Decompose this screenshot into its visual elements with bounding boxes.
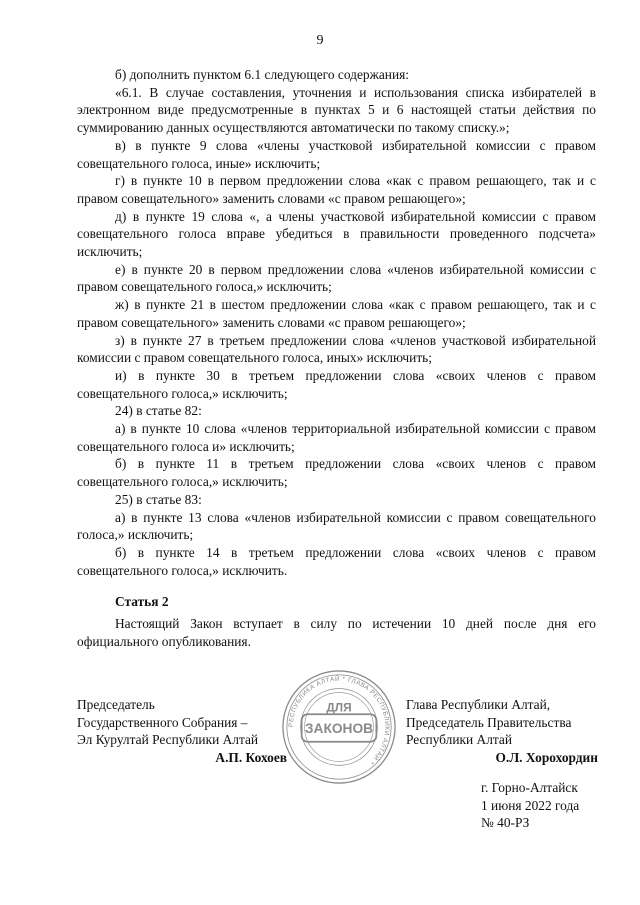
paragraph: «6.1. В случае составления, уточнения и использования списка избирателей в электронном виде предусмотренные в пунктах 5 и 6 настоящей статьи действия по суммированию данных осуществляются автоматически по такому списку.»; [77,84,596,136]
official-seal [280,668,398,786]
page-number: 9 [316,33,324,48]
paragraph: а) в пункте 13 слова «членов избирательной комиссии с правом совещательного голоса,» исключить; [77,509,596,543]
article-text: Настоящий Закон вступает в силу по истечении 10 дней после дня его официального опубликования. [77,616,596,649]
paragraph: 24) в статье 82: [115,403,202,419]
signatory-title-line: Председатель [77,697,155,712]
signatory-title-line: Эл Курултай Республики Алтай [77,732,259,748]
article-heading: Статья 2 [115,594,169,609]
law-number: № 40-РЗ [481,815,530,831]
seal-text-top: ДЛЯ [326,700,352,715]
signatory-title-line: Республики Алтай [406,732,513,748]
signatory-name: О.Л. Хорохордин [495,750,598,766]
paragraph: б) в пункте 14 в третьем предложении слова «своих членов с правом совещательного голоса,» исключить. [77,544,596,578]
paragraph: в) в пункте 9 слова «члены участковой избирательной комиссии с правом совещательного голоса, иные» исключить; [77,137,596,171]
paragraph: б) дополнить пунктом 6.1 следующего содержания: [115,67,409,82]
signatory-name: А.П. Кохоев [215,750,287,766]
paragraph: 25) в статье 83: [115,491,202,507]
amendments-text [77,66,596,579]
paragraph: и) в пункте 30 в третьем предложении слова «своих членов с правом совещательного голоса,» исключить; [77,367,596,401]
paragraph: б) в пункте 11 в третьем предложении слова «своих членов с правом совещательного голоса,» исключить; [77,456,596,490]
seal-text-main: ЗАКОНОВ [304,720,374,736]
paragraph: з) в пункте 27 в третьем предложении слова «членов участковой избирательной комиссии с правом совещательного голоса, иных» исключить; [77,332,596,366]
signatory-title-line: Председатель Правительства [406,714,572,730]
paragraph: е) в пункте 20 в первом предложении слова «членов избирательной комиссии с правом совещательного голоса,» исключить; [77,261,596,295]
paragraph: ж) в пункте 21 в шестом предложении слова «как с правом решающего, так и с правом совещательного» заменить словами «с правом решающего»; [77,297,596,330]
signatory-title-line: Государственного Собрания – [77,714,248,730]
document-footer [481,779,579,832]
paragraph: а) в пункте 10 слова «членов территориальной избирательной комиссии с правом совещательного голоса и» исключить; [77,421,596,454]
signature-block-right [406,696,598,767]
paragraph: г) в пункте 10 в первом предложении слова «как с правом решающего, так и с правом совещательного» заменить словами «с правом решающего»; [77,173,596,206]
signature-block-left [77,696,287,767]
seal-ring-text: РЕСПУБЛИКА АЛТАЙ * ГЛАВА РЕСПУБЛИКИ АЛТАЙ * [287,675,391,766]
place-of-signing: г. Горно-Алтайск [481,780,578,795]
signatory-title-line: Глава Республики Алтай, [406,697,551,712]
paragraph: д) в пункте 19 слова «, а члены участковой избирательной комиссии с правом совещательного голоса вправе убедиться в правильности проведенного подсчета» исключить; [77,208,596,260]
signing-date: 1 июня 2022 года [481,797,580,813]
